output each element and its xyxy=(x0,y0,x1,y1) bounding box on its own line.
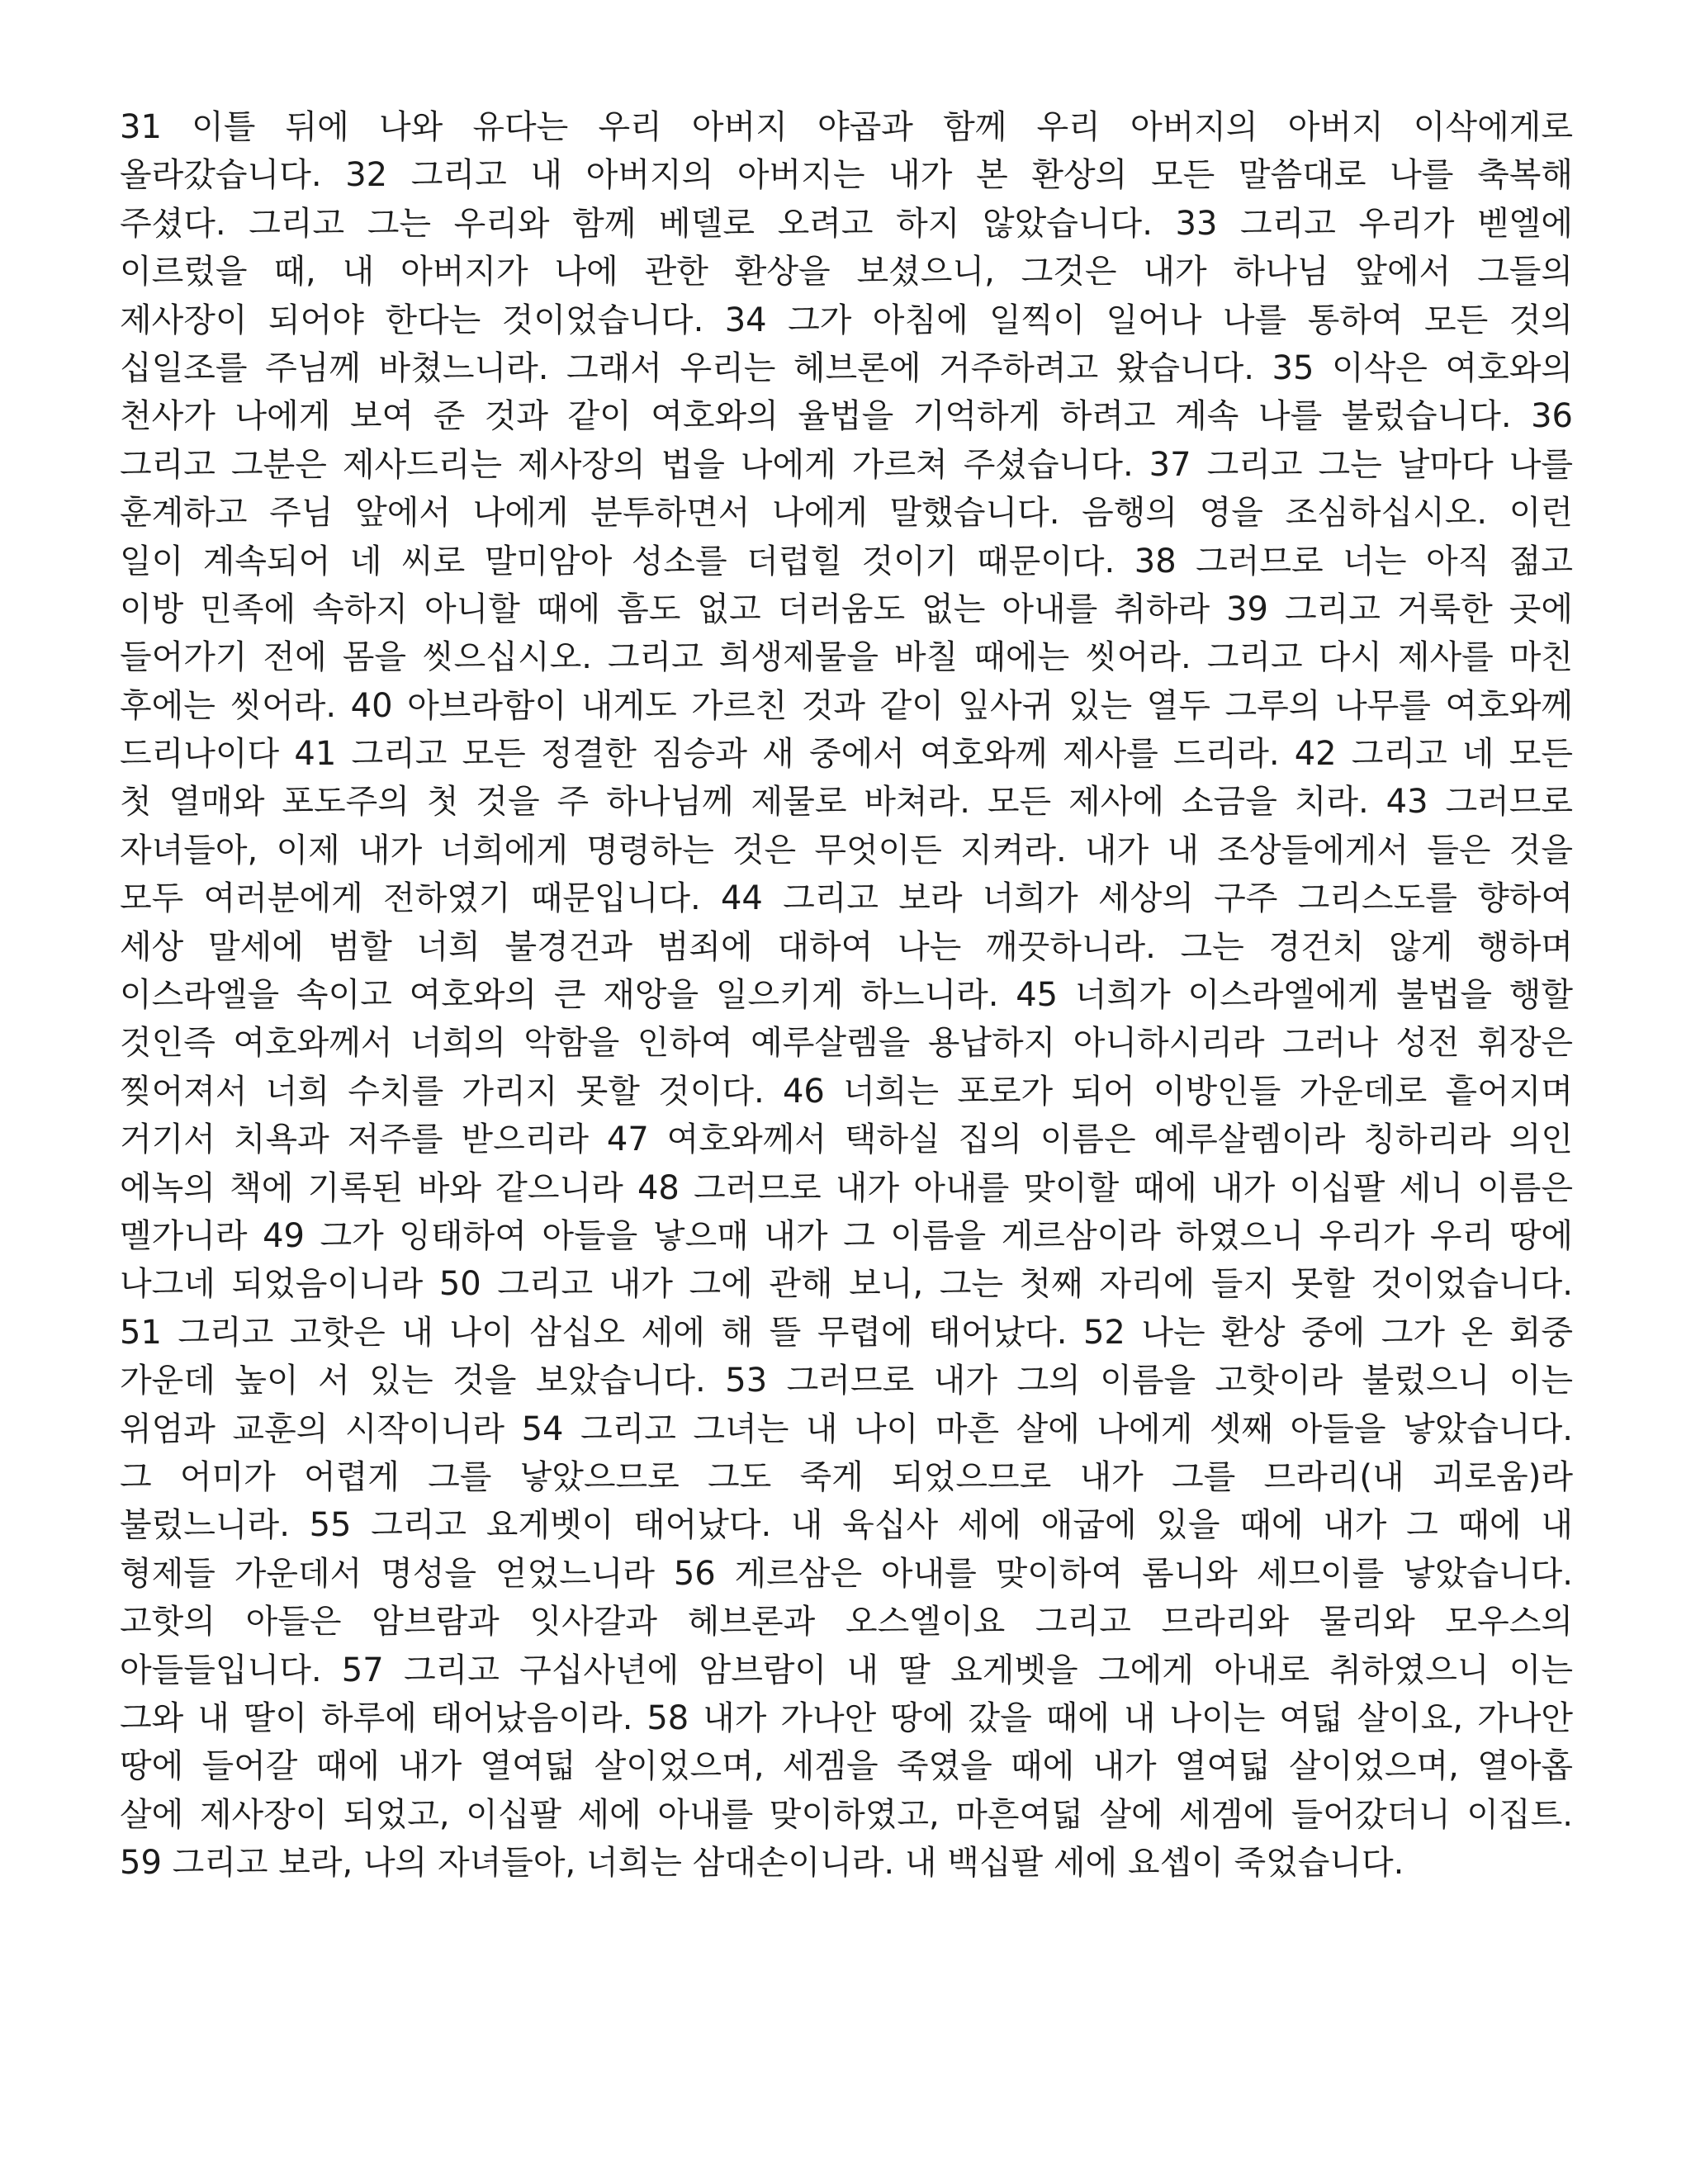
text-line: 31 이틀 뒤에 나와 유다는 우리 아버지 야곱과 함께 우리 아버지의 아버지 이삭에게로 xyxy=(120,108,1573,146)
text-line: 멜가니라 49 그가 잉태하여 아들을 낳으매 내가 그 이름을 게르삼이라 하였으니 우리가 우리 땅에 xyxy=(120,1216,1573,1255)
text-line: 형제들 가운데서 명성을 얻었느니라 56 게르삼은 아내를 맞이하여 롬니와 세므이를 낳았습니다. xyxy=(120,1554,1573,1593)
text-line: 고핫의 아들은 암브람과 잇사갈과 헤브론과 오스엘이요 그리고 므라리와 물리와 모우스의 xyxy=(120,1603,1573,1642)
text-line: 올라갔습니다. 32 그리고 내 아버지의 아버지는 내가 본 환상의 모든 말씀대로 나를 축복해 xyxy=(120,156,1573,195)
text-line: 이방 민족에 속하지 아니할 때에 흠도 없고 더러움도 없는 아내를 취하라 39 그리고 거룩한 곳에 xyxy=(120,590,1573,628)
text-line: 에녹의 책에 기록된 바와 같으니라 48 그러므로 내가 아내를 맞이할 때에 내가 이십팔 세니 이름은 xyxy=(120,1168,1573,1207)
text-line: 그 어미가 어렵게 그를 낳았으므로 그도 죽게 되었으므로 내가 그를 므라리(내 괴로움)라 xyxy=(120,1457,1573,1496)
text-line: 후에는 씻어라. 40 아브라함이 내게도 가르친 것과 같이 잎사귀 있는 열두 그루의 나무를 여호와께 xyxy=(120,686,1573,725)
text-line: 세상 말세에 범할 너희 불경건과 범죄에 대하여 나는 깨끗하니라. 그는 경건치 않게 행하며 xyxy=(120,927,1573,966)
text-line: 거기서 치욕과 저주를 받으리라 47 여호와께서 택하실 집의 이름은 예루살렘이라 칭하리라 의인 xyxy=(120,1120,1573,1159)
scripture-text-block xyxy=(120,103,1573,1887)
text-line: 불렀느니라. 55 그리고 요게벳이 태어났다. 내 육십사 세에 애굽에 있을 때에 내가 그 때에 내 xyxy=(120,1506,1573,1545)
text-line: 그리고 그분은 제사드리는 제사장의 법을 나에게 가르쳐 주셨습니다. 37 그리고 그는 날마다 나를 xyxy=(120,445,1573,484)
text-line: 위엄과 교훈의 시작이니라 54 그리고 그녀는 내 나이 마흔 살에 나에게 셋째 아들을 낳았습니다. xyxy=(120,1409,1573,1448)
text-line: 자녀들아, 이제 내가 너희에게 명령하는 것은 무엇이든 지켜라. 내가 내 조상들에게서 들은 것을 xyxy=(120,831,1573,869)
text-line: 아들들입니다. 57 그리고 구십사년에 암브람이 내 딸 요게벳을 그에게 아내로 취하였으니 이는 xyxy=(120,1651,1573,1689)
text-line: 찢어져서 너희 수치를 가리지 못할 것이다. 46 너희는 포로가 되어 이방인들 가운데로 흩어지며 xyxy=(120,1072,1573,1111)
text-line: 들어가기 전에 몸을 씻으십시오. 그리고 희생제물을 바칠 때에는 씻어라. 그리고 다시 제사를 마친 xyxy=(120,638,1573,677)
text-line: 첫 열매와 포도주의 첫 것을 주 하나님께 제물로 바쳐라. 모든 제사에 소금을 치라. 43 그러므로 xyxy=(120,783,1573,822)
text-line: 제사장이 되어야 한다는 것이었습니다. 34 그가 아침에 일찍이 일어나 나를 통하여 모든 것의 xyxy=(120,301,1573,339)
text-line: 드리나이다 41 그리고 모든 정결한 짐승과 새 중에서 여호와께 제사를 드리라. 42 그리고 네 모든 xyxy=(120,735,1573,774)
text-line: 이스라엘을 속이고 여호와의 큰 재앙을 일으키게 하느니라. 45 너희가 이스라엘에게 불법을 행할 xyxy=(120,976,1573,1015)
text-line: 천사가 나에게 보여 준 것과 같이 여호와의 율법을 기억하게 하려고 계속 나를 불렀습니다. 36 xyxy=(120,397,1573,436)
text-line: 십일조를 주님께 바쳤느니라. 그래서 우리는 헤브론에 거주하려고 왔습니다. 35 이삭은 여호와의 xyxy=(120,348,1573,387)
text-line: 것인즉 여호와께서 너희의 악함을 인하여 예루살렘을 용납하지 아니하시리라 그러나 성전 휘장은 xyxy=(120,1024,1573,1063)
text-line: 훈계하고 주님 앞에서 나에게 분투하면서 나에게 말했습니다. 음행의 영을 조심하십시오. 이런 xyxy=(120,494,1573,533)
text-line: 51 그리고 고핫은 내 나이 삼십오 세에 해 뜰 무렵에 태어났다. 52 나는 환상 중에 그가 온 회중 xyxy=(120,1313,1573,1352)
text-line: 주셨다. 그리고 그는 우리와 함께 베델로 오려고 하지 않았습니다. 33 그리고 우리가 벧엘에 xyxy=(120,204,1573,243)
text-line: 가운데 높이 서 있는 것을 보았습니다. 53 그러므로 내가 그의 이름을 고핫이라 불렀으니 이는 xyxy=(120,1362,1573,1400)
text-line: 그와 내 딸이 하루에 태어났음이라. 58 내가 가나안 땅에 갔을 때에 내 나이는 여덟 살이요, 가나안 xyxy=(120,1698,1573,1737)
text-line: 살에 제사장이 되었고, 이십팔 세에 아내를 맞이하였고, 마흔여덟 살에 세겜에 들어갔더니 이집트. xyxy=(120,1795,1573,1834)
text-line: 나그네 되었음이니라 50 그리고 내가 그에 관해 보니, 그는 첫째 자리에 들지 못할 것이었습니다. xyxy=(120,1265,1573,1304)
text-line: 일이 계속되어 네 씨로 말미암아 성소를 더럽힐 것이기 때문이다. 38 그러므로 너는 아직 젊고 xyxy=(120,542,1573,580)
text-line: 모두 여러분에게 전하였기 때문입니다. 44 그리고 보라 너희가 세상의 구주 그리스도를 향하여 xyxy=(120,879,1573,918)
text-line: 59 그리고 보라, 나의 자녀들아, 너희는 삼대손이니라. 내 백십팔 세에 요셉이 죽었습니다. xyxy=(120,1844,1404,1883)
text-line: 땅에 들어갈 때에 내가 열여덟 살이었으며, 세겜을 죽였을 때에 내가 열여덟 살이었으며, 열아홉 xyxy=(120,1747,1573,1786)
text-line: 이르렀을 때, 내 아버지가 나에 관한 환상을 보셨으니, 그것은 내가 하나님 앞에서 그들의 xyxy=(120,253,1573,291)
